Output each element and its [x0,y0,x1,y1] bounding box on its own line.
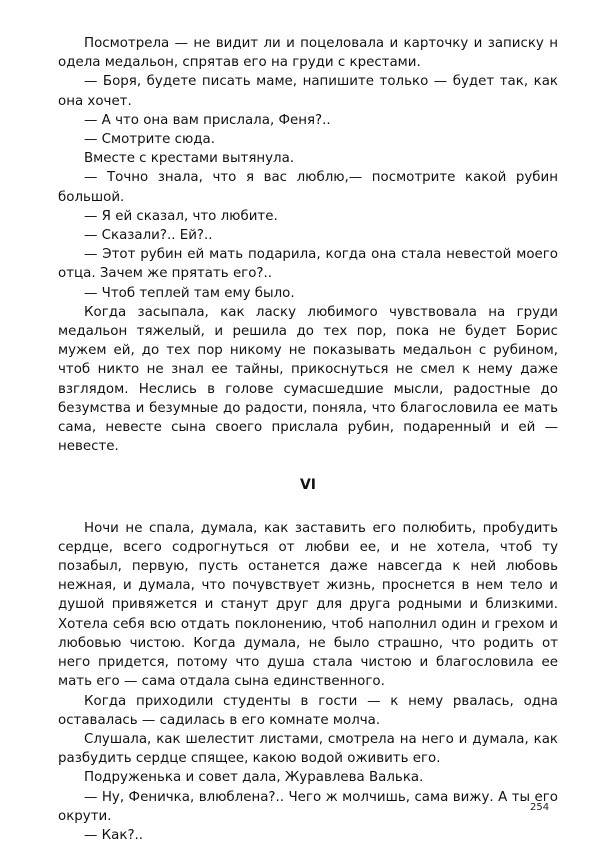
paragraph: — Я ей сказал, что любите. [84,208,278,224]
document-body [58,34,558,845]
paragraph: Когда засыпала, как ласку любимого чувствовала на груди медальон тяжелый, и решила до тех пор, пока не будет Борис мужем ей, до тех пор никому не показывать медальон с рубином, чтоб никто не знал ее тайны, прикоснуться не смел к нему даже взглядом. Неслись в голове сумасшедшие мысли, радостные до безумства и безумные до радости, поняла, что благословила ее мать сама, невесте сына своего прислала рубин, подаренный и ей — невесте. [58,304,558,455]
paragraph: — Как?.. [84,827,144,843]
chapter-heading [58,476,558,495]
paragraph: — Точно знала, что я вас люблю,— посмотрите какой рубин большой. [58,170,558,205]
page-number: 254 [530,802,550,813]
paragraph: — Ну, Феничка, влюблена?.. Чего ж молчишь, сама вижу. А ты его окрути. [58,789,558,824]
paragraph: — Сказали?.. Ей?.. [84,228,213,244]
paragraph: Слушала, как шелестит листами, смотрела на него и думала, как разбудить сердце спящее, какою водой оживить его. [58,731,558,767]
paragraph: Посмотрела — не видит ли и поцеловала и карточку и записку н одела медальон, спрятав его на груди с крестами. [58,36,558,71]
text-section-1 [58,34,558,456]
paragraph: — Смотрите сюда. [84,132,215,148]
paragraph: — Этот рубин ей мать подарила, когда она стала невестой моего отца. Зачем же прятать его?.. [58,247,558,282]
paragraph: — Чтоб теплей там ему было. [84,285,295,301]
paragraph: — Боря, будете писать маме, напишите только — будет так, как она хочет. [58,74,558,109]
paragraph: Когда приходили студенты в гости — к нему рвалась, одна оставалась — садилась в его комнате молча. [58,693,558,728]
text-section-2 [58,519,558,845]
paragraph: Подруженька и совет дала, Журавлева Валька. [84,770,424,786]
chapter-number: VI [299,477,317,494]
paragraph: — А что она вам прислала, Феня?.. [84,112,331,128]
paragraph: Ночи не спала, думала, как заставить его полюбить, пробудить сердце, всего содрогнуться от любви ее, и не хотела, чтоб ту позабыл, первую, пусть останется даже навсегда к ней любовь нежная, и думала, что почувствует жизнь, проснется в нем тело и душой привяжется и станут друг для друга родными и близкими. Хотела себя всю отдать поклонению, чтоб наполнил один и грехом и любовью чистою. Когда думала, не было страшно, что родить от него придется, потому что душа стала чистою и благословила ее мать его — сама отдала сына единственного. [58,520,558,690]
paragraph: Вместе с крестами вытянула. [84,151,295,167]
